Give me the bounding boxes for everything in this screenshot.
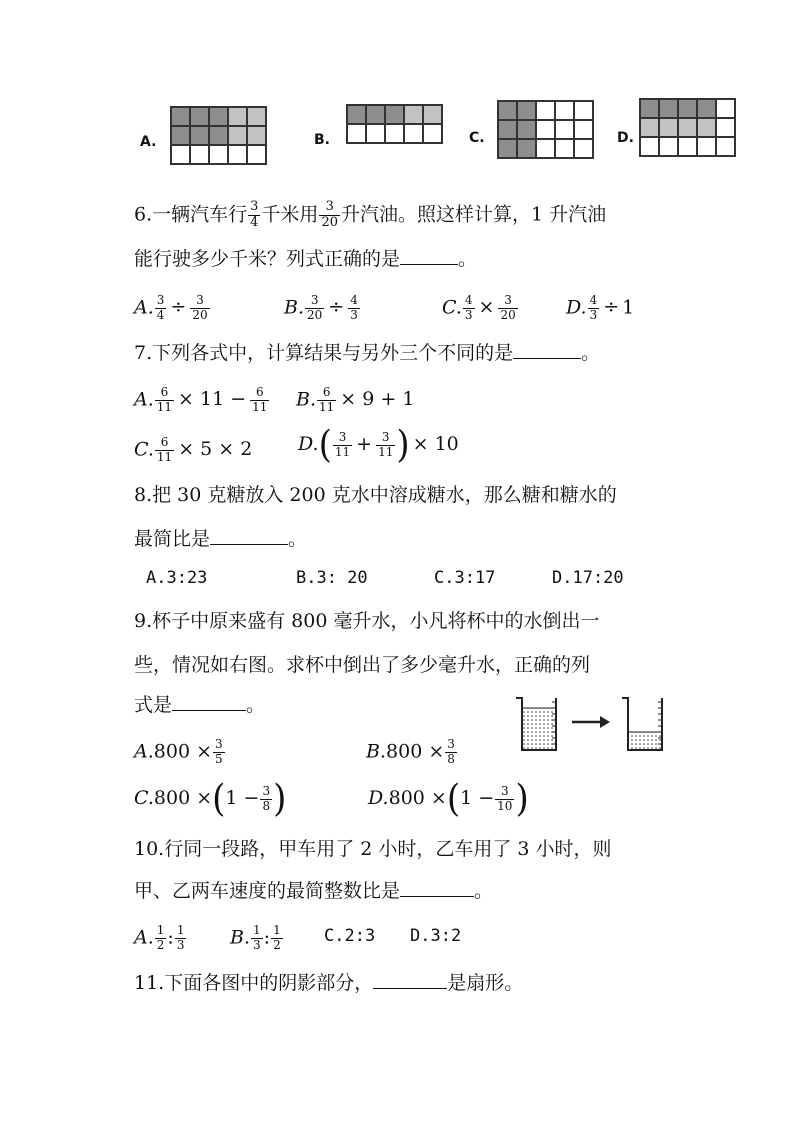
grid-option-b-figure xyxy=(346,104,443,144)
grid-cell xyxy=(499,102,518,121)
grid-cell xyxy=(717,100,736,119)
q11-answer-blank[interactable] xyxy=(373,986,447,989)
q7-answer-blank[interactable] xyxy=(513,356,581,359)
q7-option-c[interactable]: C. $\frac{6}{11}$ × 5 × 2 xyxy=(134,435,253,464)
q10-option-c[interactable]: C.2:3 xyxy=(324,926,376,946)
grid-cell xyxy=(698,100,717,119)
q8-option-b[interactable]: B.3: 20 xyxy=(296,568,368,588)
grid-cell xyxy=(172,108,191,127)
q6-suffix: 升汽油。照这样计算，1 升汽油 xyxy=(340,203,607,226)
grid-cell xyxy=(518,102,537,121)
grid-cell xyxy=(537,102,556,121)
grid-cell xyxy=(556,102,575,121)
grid-cell xyxy=(367,125,386,144)
grid-option-a-letter: A. xyxy=(140,134,157,150)
grid-cell xyxy=(229,108,248,127)
q10-answer-blank[interactable] xyxy=(400,894,474,897)
grid-cell xyxy=(405,106,424,125)
grid-cell xyxy=(499,140,518,159)
grid-cell xyxy=(348,106,367,125)
q10-option-d[interactable]: D.3:2 xyxy=(410,926,462,946)
grid-cell xyxy=(172,146,191,165)
q6-answer-blank[interactable] xyxy=(400,262,458,265)
grid-option-d-figure xyxy=(639,98,736,157)
grid-cell xyxy=(191,127,210,146)
q6-option-c[interactable]: C. $\frac{4}{3}$ × $\frac{3}{20}$ xyxy=(442,293,516,322)
grid-cell xyxy=(660,119,679,138)
grid-cell xyxy=(424,106,443,125)
grid-cell xyxy=(172,127,191,146)
grid-cell xyxy=(698,138,717,157)
grid-cell xyxy=(367,106,386,125)
partially-empty-cup xyxy=(622,698,662,750)
grid-cell xyxy=(556,121,575,140)
q6-fraction-fuel: $\frac{3}{20}$ xyxy=(321,199,338,230)
grid-cell xyxy=(641,138,660,157)
grid-cell xyxy=(537,121,556,140)
q10-line1 xyxy=(134,840,612,859)
full-cup xyxy=(516,698,556,750)
grid-option-d-letter: D. xyxy=(617,130,634,146)
q10-line2: 甲、乙两车速度的最简整数比是 。 xyxy=(134,880,494,902)
q11-line: 11.下面各图中的阴影部分， 是扇形。 xyxy=(134,972,524,994)
grid-cell xyxy=(248,127,267,146)
grid-cell xyxy=(660,100,679,119)
q8-question: 8.把 30 克糖放入 200 克水中溶成糖水，那么糖和糖水的 xyxy=(134,484,617,506)
q7-question: 7.下列各式中，计算结果与另外三个不同的是 xyxy=(134,342,514,364)
q9-option-c[interactable]: C.800 ×(1 − $\frac{3}{8}$ ) xyxy=(134,777,287,821)
grid-cell xyxy=(405,125,424,144)
pour-arrow-icon xyxy=(572,716,610,728)
grid-cell xyxy=(717,138,736,157)
grid-cell xyxy=(679,119,698,138)
grid-cell xyxy=(499,121,518,140)
grid-cell xyxy=(386,106,405,125)
grid-option-b-letter: B. xyxy=(314,132,330,148)
q7-option-b[interactable]: B. $\frac{6}{11}$ × 9 + 1 xyxy=(296,385,415,414)
cup-pouring-figure xyxy=(510,694,670,754)
grid-cell xyxy=(229,127,248,146)
q9-question: 9.杯子中原来盛有 800 毫升水，小凡将杯中的水倒出一 xyxy=(134,610,600,632)
grid-option-c-figure xyxy=(497,100,594,159)
q8-line1 xyxy=(134,486,617,505)
grid-cell xyxy=(248,146,267,165)
grid-cell xyxy=(248,108,267,127)
grid-cell xyxy=(210,127,229,146)
q6-option-a[interactable]: A. $\frac{3}{4}$ ÷ $\frac{3}{20}$ xyxy=(134,293,208,322)
q7-option-a[interactable]: A. $\frac{6}{11}$ × 11 − $\frac{6}{11}$ xyxy=(134,385,268,414)
grid-cell xyxy=(191,108,210,127)
grid-cell xyxy=(537,140,556,159)
grid-cell xyxy=(348,125,367,144)
grid-cell xyxy=(191,146,210,165)
grid-cell xyxy=(575,121,594,140)
q6-question: 能行驶多少千米？列式正确的是 xyxy=(134,248,401,270)
q6-prefix: 6.一辆汽车行 xyxy=(134,203,248,226)
grid-cell xyxy=(229,146,248,165)
q6-line1 xyxy=(134,200,606,231)
grid-cell xyxy=(698,119,717,138)
q8-answer-blank[interactable] xyxy=(210,542,288,545)
grid-cell xyxy=(424,125,443,144)
grid-cell xyxy=(518,121,537,140)
q8-option-a[interactable]: A.3:23 xyxy=(146,568,208,588)
grid-cell xyxy=(679,138,698,157)
q8-line2: 最简比是 。 xyxy=(134,528,308,550)
q9-line2: 些，情况如右图。求杯中倒出了多少毫升水，正确的列 xyxy=(134,654,591,676)
grid-option-c-letter: C. xyxy=(469,130,485,146)
q6-option-b[interactable]: B. $\frac{3}{20}$ ÷ $\frac{4}{3}$ xyxy=(284,293,358,322)
q8-option-d[interactable]: D.17:20 xyxy=(552,568,624,588)
q9-option-d[interactable]: D.800 ×(1 − $\frac{3}{10}$ ) xyxy=(368,777,529,821)
grid-cell xyxy=(717,119,736,138)
q7-option-d[interactable]: D.( $\frac{3}{11}$ + $\frac{3}{11}$ ) × 10 xyxy=(298,423,459,467)
q9-line1 xyxy=(134,612,599,631)
q9-line3: 式是 。 xyxy=(134,694,266,716)
q9-option-b[interactable]: B.800 × $\frac{3}{8}$ xyxy=(366,737,455,766)
q9-option-a[interactable]: A.800 × $\frac{3}{5}$ xyxy=(134,737,223,766)
q6-line2: 能行驶多少千米？列式正确的是 。 xyxy=(134,248,478,270)
grid-cell xyxy=(556,140,575,159)
grid-options-row xyxy=(130,96,730,176)
q10-option-a[interactable]: A. $\frac{1}{2}$ : $\frac{1}{3}$ xyxy=(134,923,185,952)
q11-question: 11.下面各图中的阴影部分， xyxy=(134,972,374,994)
q6-mid: 千米用 xyxy=(261,203,319,226)
q9-answer-blank[interactable] xyxy=(172,708,246,711)
q6-fraction-distance: $\frac{3}{4}$ xyxy=(250,199,259,230)
grid-cell xyxy=(386,125,405,144)
grid-cell xyxy=(210,146,229,165)
q7-line: 7.下列各式中，计算结果与另外三个不同的是 。 xyxy=(134,342,601,364)
q10-question: 10.行同一段路，甲车用了 2 小时，乙车用了 3 小时，则 xyxy=(134,838,612,860)
grid-cell xyxy=(660,138,679,157)
q8-option-c[interactable]: C.3:17 xyxy=(434,568,496,588)
grid-option-a-figure xyxy=(170,106,267,165)
grid-cell xyxy=(575,140,594,159)
grid-cell xyxy=(679,100,698,119)
grid-cell xyxy=(575,102,594,121)
grid-cell xyxy=(210,108,229,127)
q6-option-d[interactable]: D. $\frac{4}{3}$ ÷ 1 xyxy=(566,293,635,322)
grid-cell xyxy=(518,140,537,159)
q10-option-b[interactable]: B. $\frac{1}{3}$ : $\frac{1}{2}$ xyxy=(230,923,281,952)
grid-cell xyxy=(641,119,660,138)
grid-cell xyxy=(641,100,660,119)
